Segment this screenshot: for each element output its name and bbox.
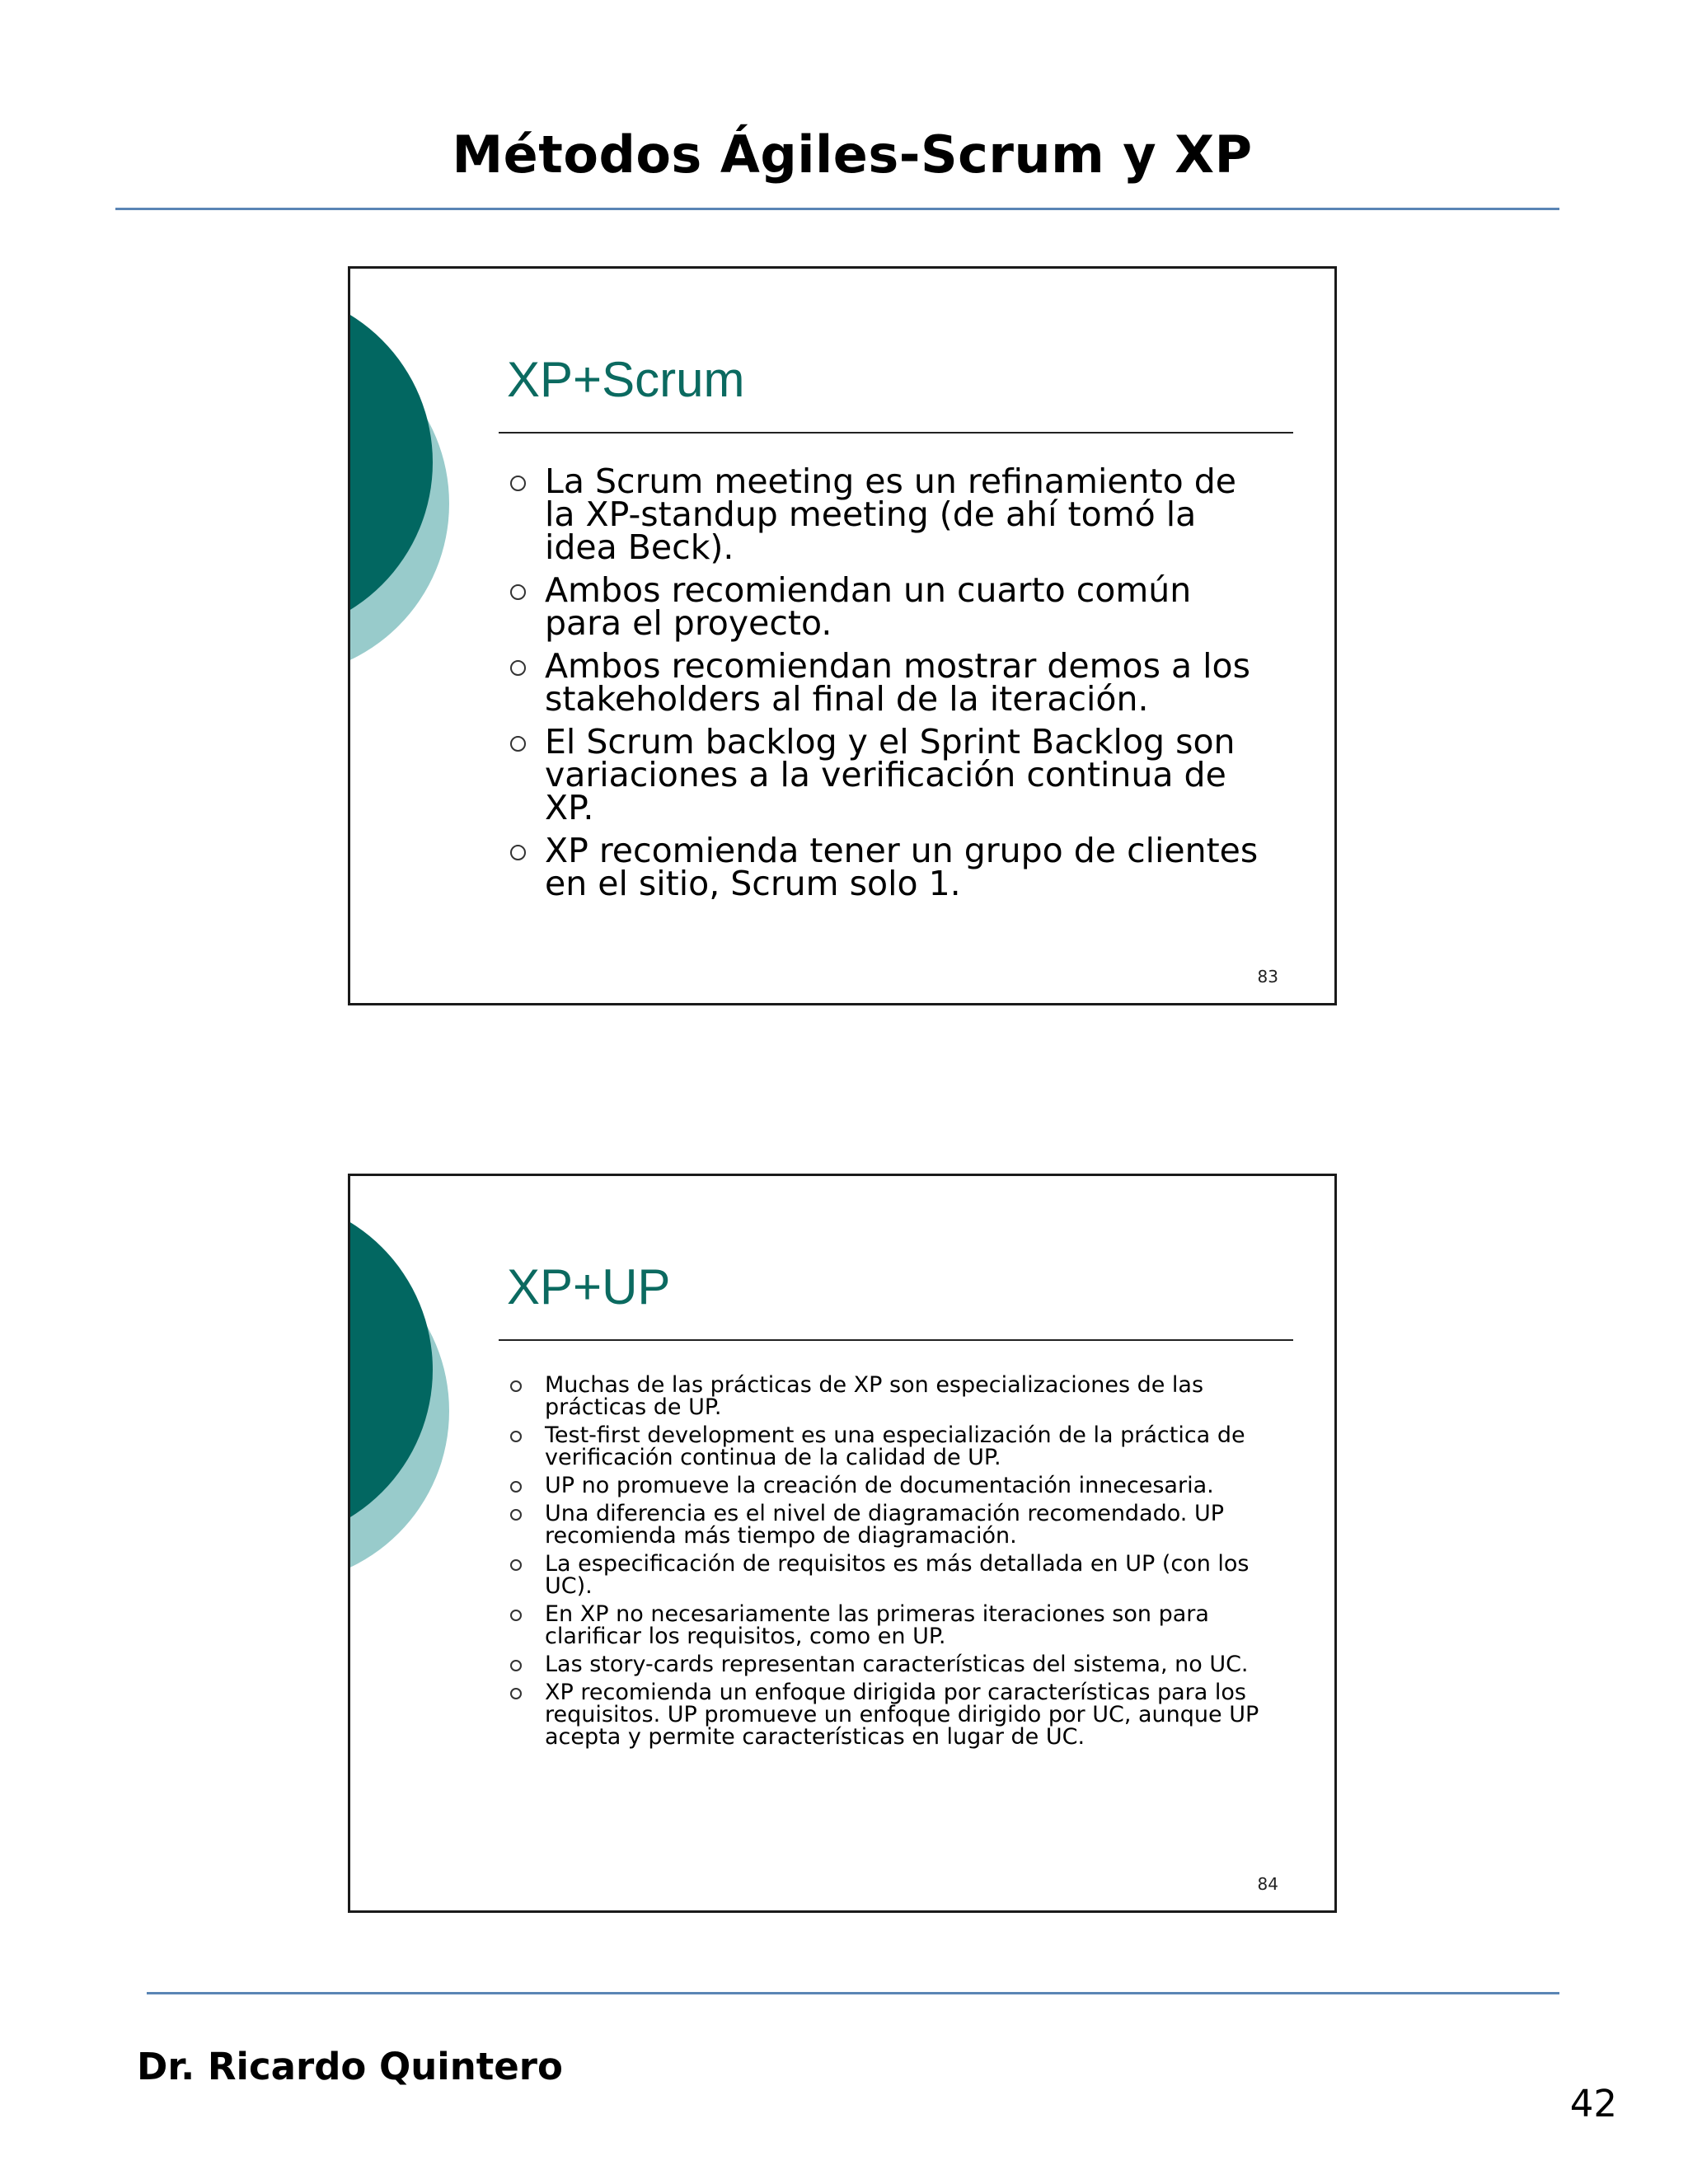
hollow-circle-bullet-icon (510, 584, 526, 600)
page-number: 42 (1569, 2082, 1617, 2125)
slide-title: XP+UP (507, 1259, 671, 1315)
hollow-circle-bullet-icon (510, 1688, 522, 1699)
bullet-item (507, 831, 1273, 903)
bullet-item (507, 570, 1273, 643)
header-divider (115, 208, 1559, 210)
bullet-list (507, 462, 1273, 910)
hollow-circle-bullet-icon (510, 1610, 522, 1621)
bullet-text: Ambos recomiendan mostrar demos a los stakeholders al final de la iteración. (545, 646, 1250, 719)
slide-title: XP+Scrum (507, 352, 745, 407)
bullet-text: El Scrum backlog y el Sprint Backlog son variaciones a la verificación continua de XP. (545, 722, 1236, 827)
slide-title-divider (499, 432, 1293, 434)
slide-xp-scrum (348, 266, 1337, 1005)
bullet-text: Ambos recomiendan un cuarto común para el proyecto. (545, 570, 1192, 643)
hollow-circle-bullet-icon (510, 1509, 522, 1521)
bullet-text: La Scrum meeting es un refinamiento de la XP-standup meeting (de ahí tomó la idea Beck). (545, 462, 1236, 567)
hollow-circle-bullet-icon (510, 845, 526, 860)
bullet-item (507, 1374, 1265, 1418)
slide-number: 84 (1257, 1874, 1278, 1894)
bullet-item (507, 1502, 1265, 1547)
page-title: Métodos Ágiles-Scrum y XP (452, 124, 1253, 185)
bullet-text: XP recomienda un enfoque dirigida por características para los requisitos. UP promueve un enfoque dirigido por UC, aunque UP acepta y permite características en lugar de UC. (545, 1680, 1259, 1750)
bullet-item (507, 646, 1273, 719)
author-name: Dr. Ricardo Quintero (137, 2045, 563, 2088)
bullet-item (507, 1424, 1265, 1469)
bullet-item (507, 1681, 1265, 1748)
bullet-text: En XP no necesariamente las primeras iteraciones son para clarificar los requisitos, como en UP. (545, 1601, 1209, 1649)
bullet-text: Las story-cards representan características del sistema, no UC. (545, 1652, 1249, 1677)
bullet-text: La especificación de requisitos es más detallada en UP (con los UC). (545, 1551, 1250, 1599)
footer-divider (147, 1992, 1559, 1994)
bullet-item (507, 1653, 1265, 1675)
bullet-text: Una diferencia es el nivel de diagramación recomendado. UP recomienda más tiempo de diagramación. (545, 1501, 1225, 1549)
bullet-item (507, 722, 1273, 827)
bullet-list (507, 1374, 1265, 1754)
hollow-circle-bullet-icon (510, 1431, 522, 1442)
bullet-item (507, 1553, 1265, 1597)
hollow-circle-bullet-icon (510, 660, 526, 676)
hollow-circle-bullet-icon (510, 476, 526, 491)
bullet-text: XP recomienda tener un grupo de clientes en el sitio, Scrum solo 1. (545, 831, 1259, 903)
bullet-text: Muchas de las prácticas de XP son especializaciones de las prácticas de UP. (545, 1372, 1204, 1420)
bullet-text: UP no promueve la creación de documentación innecesaria. (545, 1473, 1214, 1498)
slide-xp-up (348, 1174, 1337, 1913)
bullet-item (507, 1474, 1265, 1497)
slide-number: 83 (1257, 967, 1278, 987)
hollow-circle-bullet-icon (510, 1559, 522, 1571)
hollow-circle-bullet-icon (510, 1481, 522, 1493)
bullet-item (507, 462, 1273, 567)
bullet-text: Test-first development es una especialización de la práctica de verificación continua de la calidad de UP. (545, 1422, 1245, 1470)
hollow-circle-bullet-icon (510, 1660, 522, 1671)
hollow-circle-bullet-icon (510, 1380, 522, 1392)
bullet-item (507, 1603, 1265, 1647)
slide-title-divider (499, 1339, 1293, 1341)
hollow-circle-bullet-icon (510, 736, 526, 752)
